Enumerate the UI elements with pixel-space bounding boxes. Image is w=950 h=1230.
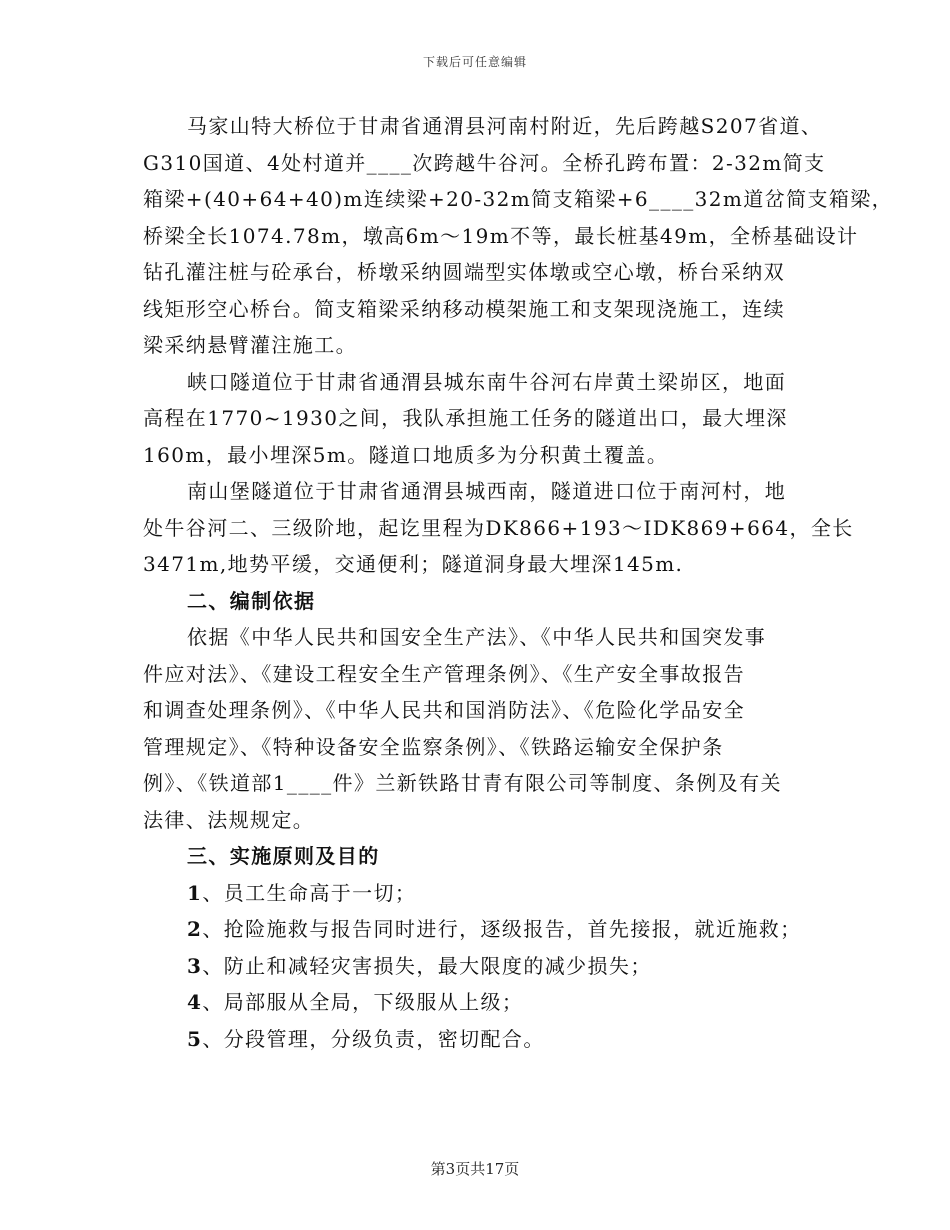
text-line: 梁采纳悬臂灌注施工。 [143,333,357,357]
section-heading-basis: 二、编制依据 [187,588,316,613]
text-line: 件应对法》、《建设工程安全生产管理条例》、《生产安全事故报告 [143,661,745,686]
text-line: 3471m,地势平缓，交通便利；隧道洞身最大埋深145m. [143,552,684,576]
list-item: 5、分段管理，分级负责，密切配合。 [187,1026,545,1051]
principles-list [143,875,815,1058]
list-item: 3、防止和减轻灾害损失，最大限度的减少损失； [187,953,652,978]
text-line: 依据《中华人民共和国安全生产法》、《中华人民共和国突发事 [187,625,767,649]
text-line: 桥梁全长1074.78m，墩高6m～19m不等，最长桩基49m，全桥基础设计 [143,223,859,248]
list-item: 4、局部服从全局，下级服从上级； [187,990,524,1014]
list-item: 1、员工生命高于一切； [187,880,417,905]
text-line: G310国道、4处村道并____次跨越牛谷河。全桥孔跨布置：2-32m简支 [143,150,826,175]
page-footer: 第3页共17页 [430,1160,520,1178]
text-line: 线矩形空心桥台。简支箱梁采纳移动模架施工和支架现浇施工，连续 [143,296,785,321]
text-line: 钻孔灌注桩与砼承台，桥墩采纳圆端型实体墩或空心墩，桥台采纳双 [143,260,785,284]
paragraph-compilation-basis [143,619,815,838]
paragraph-nanshanbao-tunnel [143,473,854,583]
document-body [143,108,894,1057]
text-line: 160m，最小埋深5m。隧道口地质多为分积黄土覆盖。 [143,442,669,467]
paragraph-xiakou-tunnel [143,364,815,474]
list-item: 2、抢险施救与报告同时进行，逐级报告，首先接报，就近施救； [187,917,802,941]
text-line: 高程在1770~1930之间，我队承担施工任务的隧道出口，最大埋深 [143,406,788,430]
text-line: 法律、法规规定。 [143,807,315,832]
paragraph-majiashan-bridge [143,108,894,364]
text-line: 和调查处理条例》、《中华人民共和国消防法》、《危险化学品安全 [143,698,745,722]
text-line: 处牛谷河二、三级阶地，起讫里程为DK866+193～IDK869+664，全长 [143,515,854,540]
page-header: 下载后可任意编辑 [422,55,527,69]
text-line: 例》、《铁道部1____件》兰新铁路甘青有限公司等制度、条例及有关 [143,771,782,795]
text-line: 南山堡隧道位于甘肃省通渭县城西南，隧道进口位于南河村，地 [187,479,787,503]
text-line: 箱梁+(40+64+40)m连续梁+20-32m简支箱梁+6____32m道岔简支箱梁， [143,187,894,211]
text-line: 峡口隧道位于甘肃省通渭县城东南牛谷河右岸黄土梁峁区，地面 [187,369,787,394]
text-line: 管理规定》、《特种设备安全监察条例》、《铁路运输安全保护条 [143,734,724,759]
section-heading-principles: 三、实施原则及目的 [187,844,380,868]
text-line: 马家山特大桥位于甘肃省通渭县河南村附近，先后跨越S207省道、 [187,114,823,138]
